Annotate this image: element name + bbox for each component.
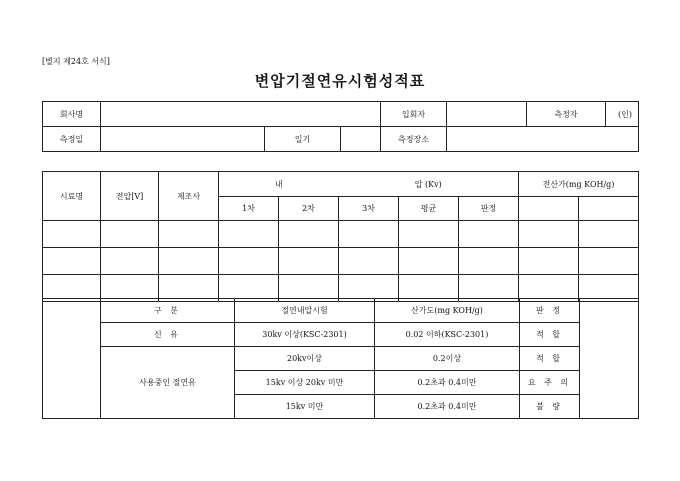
criteria-category: 신 유 — [101, 323, 235, 347]
weather-label: 일기 — [265, 127, 341, 152]
data-cell[interactable] — [159, 221, 219, 248]
data-cell[interactable] — [219, 221, 279, 248]
company-label: 회사명 — [43, 102, 101, 127]
acid-cell-2[interactable] — [579, 197, 639, 221]
data-cell[interactable] — [579, 221, 639, 248]
data-cell[interactable] — [159, 248, 219, 275]
data-cell[interactable] — [579, 248, 639, 275]
data-cell[interactable] — [339, 221, 399, 248]
breakdown-header-part1: 내 — [219, 172, 339, 197]
criteria-breakdown: 20kv이상 — [235, 347, 375, 371]
criteria-category-header: 구 분 — [101, 299, 235, 323]
data-cell[interactable] — [399, 248, 459, 275]
data-cell[interactable] — [519, 221, 579, 248]
criteria-category: 사용중인 절연유 — [101, 347, 235, 419]
page-title: 변압기절연유시험성적표 — [254, 72, 426, 90]
criteria-breakdown: 30kv 이상(KSC-2301) — [235, 323, 375, 347]
criteria-breakdown: 15kv 이상 20kv 미만 — [235, 371, 375, 395]
criteria-judge: 불 량 — [520, 395, 580, 419]
data-cell[interactable] — [399, 221, 459, 248]
date-field[interactable] — [101, 127, 265, 152]
data-cell[interactable] — [279, 221, 339, 248]
criteria-acid: 0.2초과 0.4미만 — [375, 371, 520, 395]
criteria-judge: 적 합 — [520, 347, 580, 371]
criteria-acid: 0.2초과 0.4미만 — [375, 395, 520, 419]
info-table — [42, 101, 639, 152]
data-cell[interactable] — [339, 248, 399, 275]
voltage-header: 전압[V] — [101, 172, 159, 221]
average-header: 평균 — [399, 197, 459, 221]
measurement-table — [42, 171, 639, 302]
judgement-header: 판정 — [459, 197, 519, 221]
criteria-table — [42, 298, 639, 419]
data-row — [43, 248, 639, 275]
breakdown-header-part2: 압 (Kv) — [339, 172, 519, 197]
data-cell[interactable] — [459, 248, 519, 275]
data-cell[interactable] — [43, 248, 101, 275]
form-number: [별지 제24호 서식] — [42, 57, 110, 66]
data-cell[interactable] — [279, 248, 339, 275]
data-cell[interactable] — [219, 248, 279, 275]
measurer-label: 측정자 — [527, 102, 606, 127]
witness-field[interactable] — [447, 102, 527, 127]
witness-label: 입회자 — [381, 102, 447, 127]
round-3-header: 3차 — [339, 197, 399, 221]
round-1-header: 1차 — [219, 197, 279, 221]
data-cell[interactable] — [43, 221, 101, 248]
data-cell[interactable] — [101, 221, 159, 248]
criteria-blank-cell-right — [580, 299, 639, 419]
criteria-breakdown-header: 절연내압시험 — [235, 299, 375, 323]
criteria-blank-cell — [43, 299, 101, 419]
criteria-acid: 0.02 이하(KSC-2301) — [375, 323, 520, 347]
acid-value-header: 전산가(mg KOH/g) — [519, 172, 639, 197]
criteria-acid-header: 산가도(mg KOH/g) — [375, 299, 520, 323]
round-2-header: 2차 — [279, 197, 339, 221]
criteria-judge-header: 판 정 — [520, 299, 580, 323]
company-field[interactable] — [101, 102, 381, 127]
place-field[interactable] — [447, 127, 639, 152]
criteria-judge: 요 주 의 — [520, 371, 580, 395]
weather-field[interactable] — [341, 127, 381, 152]
date-label: 측정일 — [43, 127, 101, 152]
data-row — [43, 221, 639, 248]
criteria-acid: 0.2이상 — [375, 347, 520, 371]
acid-cell-1[interactable] — [519, 197, 579, 221]
place-label: 측정장소 — [381, 127, 447, 152]
data-cell[interactable] — [459, 221, 519, 248]
sample-header: 시료명 — [43, 172, 101, 221]
data-cell[interactable] — [519, 248, 579, 275]
criteria-breakdown: 15kv 미만 — [235, 395, 375, 419]
seal-field[interactable]: (인) — [606, 102, 639, 127]
data-cell[interactable] — [101, 248, 159, 275]
maker-header: 제조사 — [159, 172, 219, 221]
criteria-judge: 적 합 — [520, 323, 580, 347]
